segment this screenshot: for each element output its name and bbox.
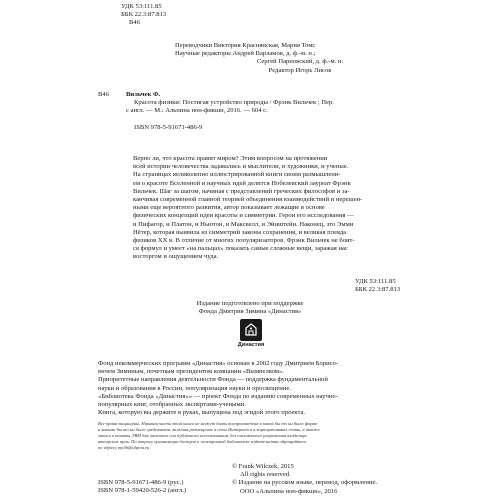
dynasty-emblem-icon — [240, 319, 262, 341]
copyright-author: © Frank Wilczek, 2015 — [232, 463, 294, 470]
annotation-line: физических концепций идеи красоты и симметрии. Герои его исследования — — [133, 212, 354, 220]
entry-author: Вильчек Ф. — [126, 91, 161, 98]
legal-line: по адресу mylib@alpina.ru — [98, 445, 150, 451]
isbn-eng: ISBN 978-1-59420-526-2 (англ.) — [98, 487, 187, 495]
fund-line: вичем Зиминым, почетным президентом компании «Вымпелком». — [98, 368, 284, 376]
legal-line: запись в память ЭВМ для частного или публичного использования, без письменного разрешения владельца — [98, 433, 307, 439]
bbk-code: ББК 22.3:87.813 — [121, 11, 167, 19]
dynasty-logo — [238, 319, 264, 348]
bbk-code-right: ББК 22.3:87.813 — [355, 286, 401, 294]
support-block — [150, 300, 350, 316]
copyright-rights: All rights reserved. — [240, 471, 291, 479]
header-codes — [121, 3, 166, 28]
annotation-line: ными еще вероятного развития, автор показывает лежащие в основе — [133, 204, 325, 212]
annotation-line: Верно ли, что красота правит миром? Этим вопросом на протяжении — [133, 155, 328, 162]
bottom-isbns — [98, 479, 186, 495]
copyright-block — [232, 463, 422, 496]
legal-line: Все права защищены. Никакая часть этой книги не может быть воспроизведена в какой бы то ни было форме — [98, 421, 318, 426]
annotation-line: восторгом и ощущением чуда. — [133, 253, 219, 261]
annotation-line: всей истории человечества задавались и мыслители, и художники, и ученые. — [133, 163, 349, 171]
bibliographic-entry — [126, 91, 416, 132]
udk-code: УДК 53:111.85 — [121, 3, 162, 10]
fund-line: Фонд некоммерческих программ «Династия» основан в 2002 году Дмитрием Борисо- — [98, 360, 339, 367]
credit-science-editor-2: Сергей Парновский, д. ф.-м. н. — [256, 58, 344, 66]
credit-editor: Редактор Игорь Лисов — [268, 66, 332, 74]
copyright-publisher: ООО «Альпина нон-фикшн», 2016 — [240, 487, 338, 495]
annotation-line: канчивая современной главной теорией объединения взаимодействий и нерешен- — [133, 196, 363, 204]
classification-code: В46 — [129, 19, 140, 27]
codes-right — [355, 278, 400, 294]
udk-code-right: УДК 53:111.85 — [355, 278, 396, 285]
fund-description — [98, 360, 416, 417]
fund-line: Приоритетные направления деятельности Фонда — поддержка фундаментальной — [98, 376, 328, 384]
legal-notice — [98, 421, 416, 451]
annotation-line: ся формул и умеет «на пальцах» показать самые сложные вещи, заражая нас — [133, 245, 348, 253]
credit-translators: Переводчики Виктория Краснянская, Мария Томс — [175, 42, 316, 49]
annotation — [133, 155, 415, 262]
fund-line: популярных книг, отобранных экспертами-учеными. — [98, 401, 246, 409]
entry-isbn: ISBN 978-5-91671-486-9 — [134, 123, 203, 131]
entry-code: В46 — [98, 91, 109, 98]
credit-science-editors: Научные редакторы Андрей Варламов, д. ф.-м. н.; — [175, 50, 316, 58]
annotation-line: ем о красоте Вселенной и научных идей делится Нобелевский лауреат Фрэнк — [133, 179, 351, 187]
support-line-2: Фонда Дмитрия Зимина «Династия» — [198, 308, 302, 316]
annotation-line: Нётер, которая выявила из симметрий законы сохранения, и великая плеяда — [133, 228, 347, 236]
annotation-line: и Пифагор, и Платон, и Ньютон, и Максвелл, и Эйнштейн. Наконец, это Эмми — [133, 220, 354, 228]
legal-line: и какими бы то ни было средствами, включая размещение в сети Интернет и в корпоративных сетях, а также — [98, 427, 320, 433]
fund-line: «Библиотека Фонда «Династия»» — проект Фонда по изданию современных научно- — [98, 392, 338, 400]
entry-line-2: с англ. — М.: Альпина нон-фикшн, 2016. — 604 с. — [126, 107, 268, 115]
support-line-1: Издание подготовлено при поддержке — [196, 300, 304, 307]
annotation-line: физиков XX в. В отличие от многих популяризаторов, Фрэнк Вильчек не боит- — [133, 237, 355, 245]
fund-line: Книга, которую вы держите в руках, выпущена под эгидой этого проекта. — [98, 409, 306, 417]
isbn-rus: ISBN 978-5-91671-486-9 (рус.) — [98, 479, 184, 486]
entry-line-1: Красота физики: Постигая устройство природы / Фрэнк Вильчек ; Пер. — [134, 99, 334, 107]
copyright-edition: © Издание на русском языке, перевод, оформление. — [232, 479, 378, 487]
logo-label: Династия — [237, 342, 265, 348]
fund-line: науки и образования в России, популяризация науки и просвещение. — [98, 384, 291, 392]
annotation-line: На страницах великолепно иллюстрированной книги своим размышлени- — [133, 171, 341, 179]
annotation-line: Вильчек. Шаг за шагом, начиная с представлений греческих философов и за- — [133, 187, 350, 195]
legal-line: авторских прав. По вопросу организации доступа к электронной библиотеке издательства обращайтесь — [98, 439, 307, 445]
credits-block — [175, 42, 425, 75]
